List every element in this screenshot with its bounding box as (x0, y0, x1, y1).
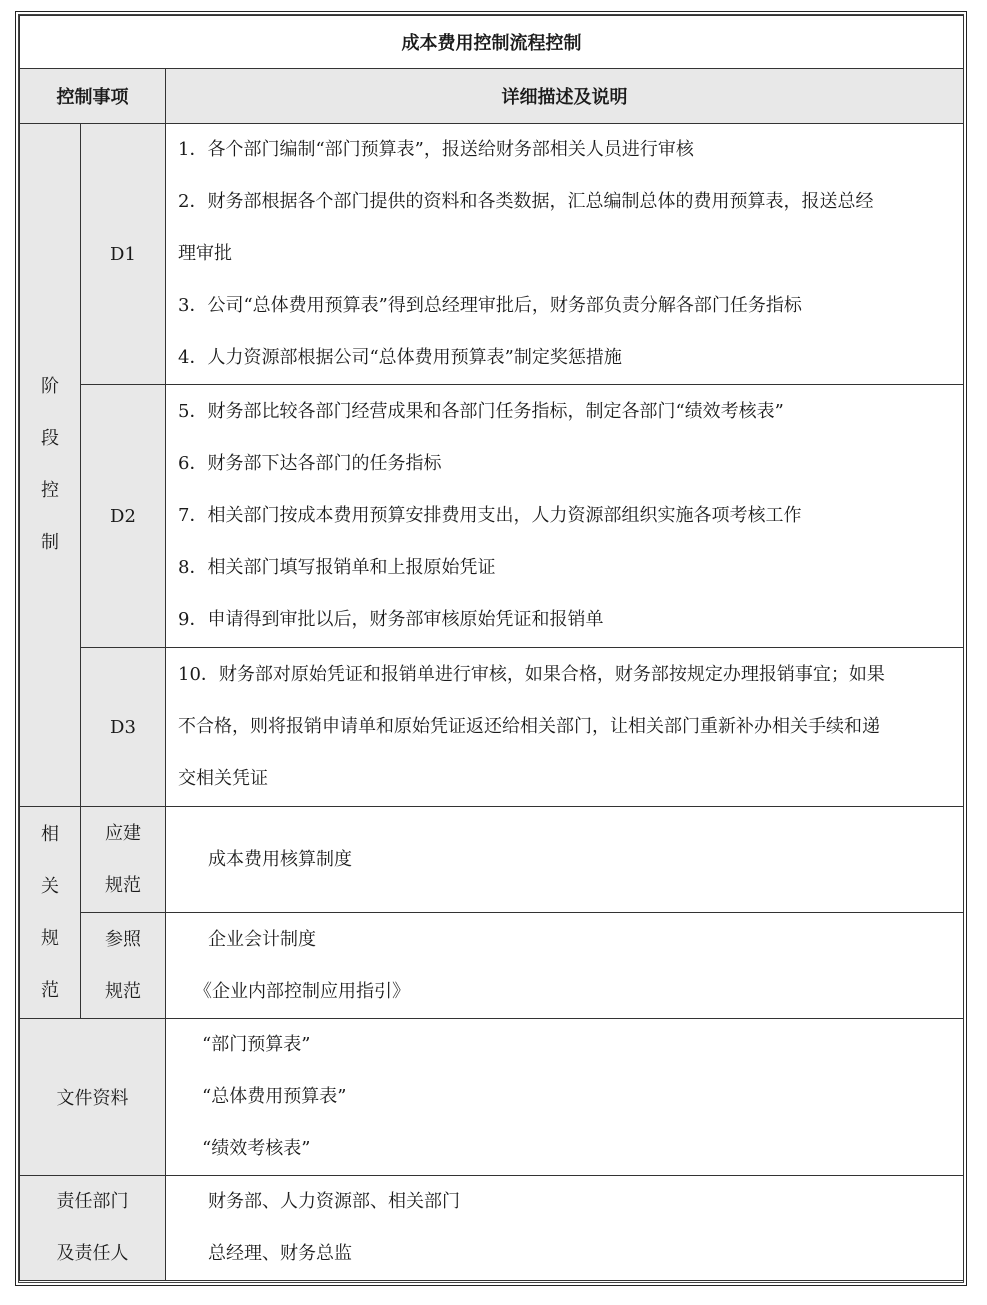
list-item: 4．人力资源部根据公司“总体费用预算表”制定奖惩措施 (178, 347, 622, 368)
documents-label: 文件资料 (20, 1019, 166, 1176)
list-item: 2．财务部根据各个部门提供的资料和各类数据，汇总编制总体的费用预算表，报送总经 (178, 191, 874, 212)
list-item: 8．相关部门填写报销单和上报原始凭证 (178, 557, 496, 578)
list-item: 不合格，则将报销申请单和原始凭证返还给相关部门，让相关部门重新补办相关手续和递 (178, 716, 880, 737)
responsible-list (166, 1176, 964, 1281)
related-norms-label: 相 关 规 范 (20, 807, 81, 1019)
control-table (19, 15, 964, 1281)
should-build-norms-label: 应建 规范 (81, 807, 166, 913)
reference-norms (166, 913, 964, 1019)
list-item: 1．各个部门编制“部门预算表”，报送给财务部相关人员进行审核 (178, 139, 694, 160)
list-item: “部门预算表” (202, 1034, 311, 1055)
stage-control-label: 阶 段 控 制 (20, 124, 81, 807)
list-item: “总体费用预算表” (202, 1086, 347, 1107)
stage-d2-description (166, 385, 964, 648)
list-item: 6．财务部下达各部门的任务指标 (178, 453, 442, 474)
list-item: 财务部、人力资源部、相关部门 (208, 1191, 460, 1212)
list-item: 《企业内部控制应用指引》 (194, 980, 410, 1002)
should-build-norms (166, 807, 964, 913)
list-item: 7．相关部门按成本费用预算安排费用支出，人力资源部组织实施各项考核工作 (178, 505, 802, 526)
list-item: 10．财务部对原始凭证和报销单进行审核，如果合格，财务部按规定办理报销事宜；如果 (178, 664, 885, 685)
header-description: 详细描述及说明 (166, 69, 964, 124)
list-item: 总经理、财务总监 (208, 1243, 352, 1264)
responsible-label: 责任部门 及责任人 (20, 1176, 166, 1281)
list-item: 理审批 (178, 243, 232, 264)
stage-code-d1: D1 (81, 124, 166, 385)
list-item: 3．公司“总体费用预算表”得到总经理审批后，财务部负责分解各部门任务指标 (178, 295, 802, 316)
stage-d3-description (166, 648, 964, 807)
header-control-item: 控制事项 (20, 69, 166, 124)
list-item: 企业会计制度 (208, 928, 316, 950)
stage-code-d3: D3 (81, 648, 166, 807)
table-title: 成本费用控制流程控制 (20, 16, 964, 69)
documents-list (166, 1019, 964, 1176)
list-item: 成本费用核算制度 (208, 848, 352, 870)
list-item: “绩效考核表” (202, 1138, 311, 1159)
list-item: 交相关凭证 (178, 768, 268, 789)
list-item: 5．财务部比较各部门经营成果和各部门任务指标，制定各部门“绩效考核表” (178, 401, 784, 422)
reference-norms-label: 参照 规范 (81, 913, 166, 1019)
stage-code-d2: D2 (81, 385, 166, 648)
stage-d1-description (166, 124, 964, 385)
list-item: 9．申请得到审批以后，财务部审核原始凭证和报销单 (178, 609, 604, 630)
